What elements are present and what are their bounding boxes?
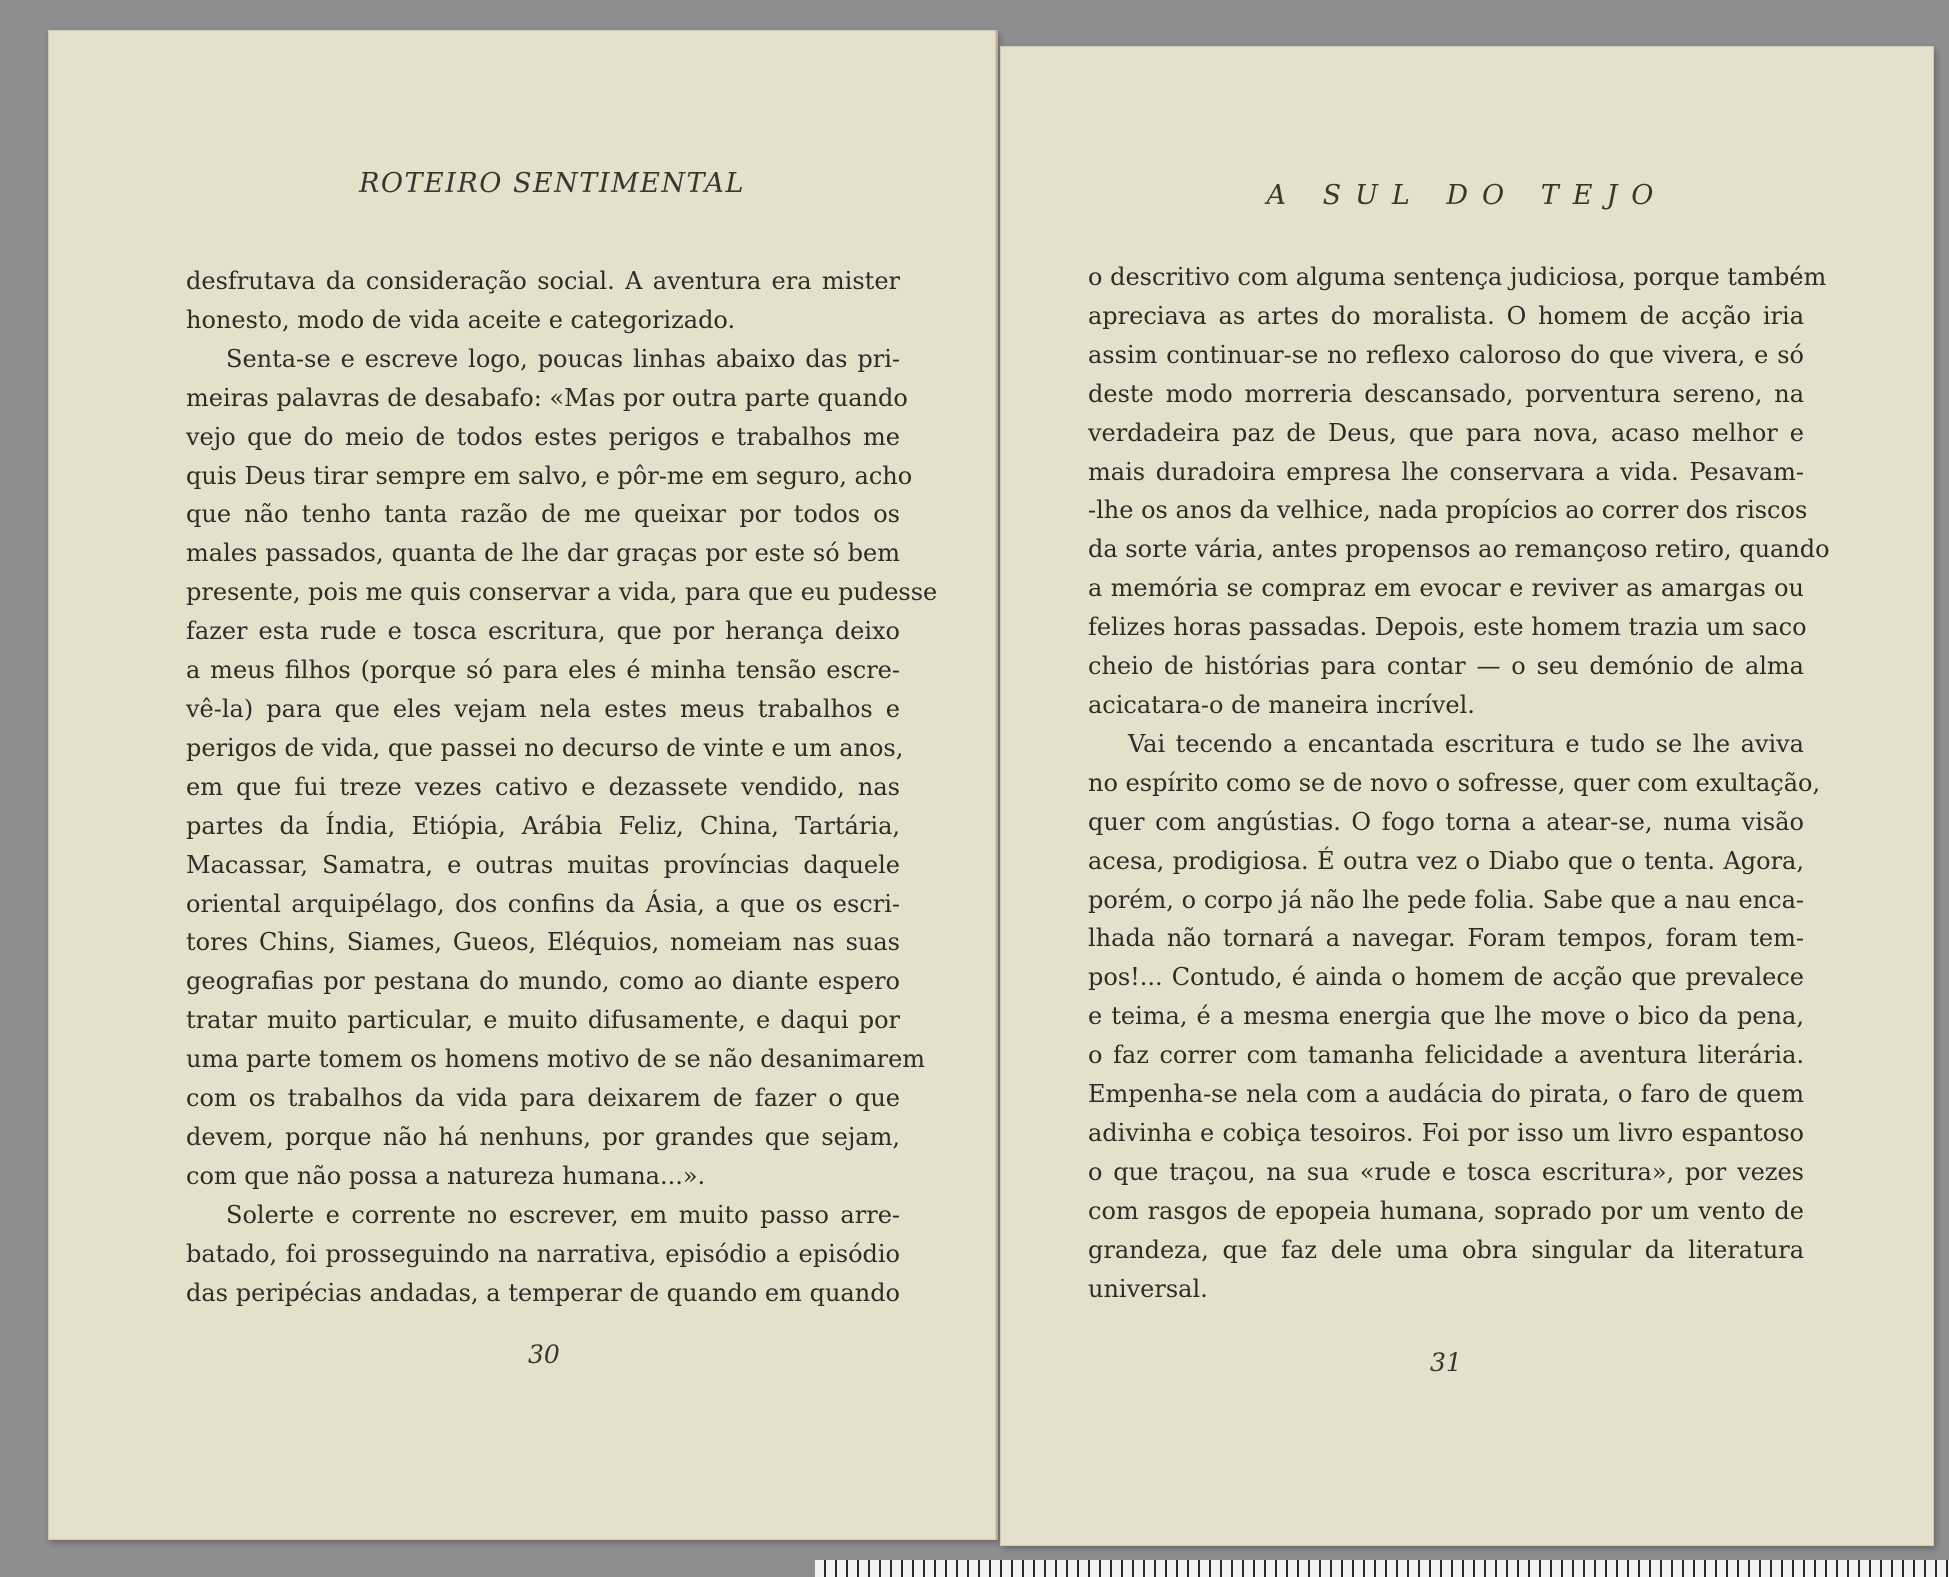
text-line: deste modo morreria descansado, porventura sereno, na [1088,379,1804,408]
text-line: males passados, quanta de lhe dar graças por este só bem [186,539,900,568]
right-page [1000,46,1934,1546]
text-line: desfrutava da consideração social. A aventura era mister [186,267,900,295]
text-line: cheio de histórias para contar — o seu demónio de alma [1088,652,1804,681]
text-line: a meus filhos (porque só para eles é minha tensão escre- [186,656,900,685]
text-line: tratar muito particular, e muito difusamente, e daqui por [186,1006,900,1035]
text-line: acesa, prodigiosa. É outra vez o Diabo que o tenta. Agora, [1088,846,1804,875]
text-line: tores Chins, Siames, Gueos, Eléquios, nomeiam nas suas [186,928,900,957]
text-line: o faz correr com tamanha felicidade a aventura literária. [1088,1041,1804,1070]
body-text [1088,258,1830,1308]
text-line: em que fui treze vezes cativo e dezassete vendido, nas [186,772,900,801]
text-line: Senta-se e escreve logo, poucas linhas abaixo das pri- [226,344,900,373]
text-line: felizes horas passadas. Depois, este homem trazia um saco [1088,613,1807,642]
text-line: Vai tecendo a encantada escritura e tudo se lhe aviva [1128,729,1804,758]
text-line: fazer esta rude e tosca escritura, que por herança deixo [186,617,900,646]
text-line: universal. [1088,1274,1208,1303]
text-line: das peripécias andadas, a temperar de quando em quando [186,1278,900,1307]
text-line: oriental arquipélago, dos confins da Ásia, a que os escri- [186,889,900,918]
text-line: devem, porque não há nenhuns, por grandes que sejam, [186,1122,900,1151]
text-line: e teima, é a mesma energia que lhe move o bico da pena, [1088,1002,1804,1031]
text-line: presente, pois me quis conservar a vida, para que eu pudesse [186,578,938,607]
text-line: adivinha e cobiça tesoiros. Foi por isso um livro espantoso [1088,1118,1804,1147]
text-line: Macassar, Samatra, e outras muitas províncias daquele [186,850,900,879]
text-line: batado, foi prosseguindo na narrativa, episódio a episódio [186,1239,900,1268]
text-line: com que não possa a natureza humana...». [186,1161,706,1190]
text-line: o descritivo com alguma sentença judiciosa, porque também [1088,263,1827,291]
text-line: mais duradoira empresa lhe conservara a vida. Pesavam- [1088,457,1804,486]
scale-ruler [815,1560,1949,1577]
text-line: uma parte tomem os homens motivo de se não desanimarem [186,1045,926,1074]
text-line: meiras palavras de desabafo: «Mas por outra parte quando [186,383,908,412]
text-line: porém, o corpo já não lhe pede folia. Sabe que a nau enca- [1088,885,1804,914]
page-number: 31 [1430,1348,1462,1377]
text-line: vê-la) para que eles vejam nela estes meus trabalhos e [186,694,900,723]
text-line: Solerte e corrente no escrever, em muito passo arre- [226,1200,900,1229]
text-line: honesto, modo de vida aceite e categorizado. [186,305,736,334]
text-line: apreciava as artes do moralista. O homem de acção iria [1088,301,1804,330]
text-line: quer com angústias. O fogo torna a atear-se, numa visão [1088,807,1804,836]
text-line: quis Deus tirar sempre em salvo, e pôr-me em seguro, acho [186,461,913,490]
text-line: acicatara-o de maneira incrível. [1088,690,1475,719]
text-line: -lhe os anos da velhice, nada propícios ao correr dos riscos [1088,496,1808,525]
text-line: pos!... Contudo, é ainda o homem de acção que prevalece [1088,963,1804,992]
page-number: 30 [528,1340,560,1369]
text-line: o que traçou, na sua «rude e tosca escritura», por vezes [1088,1157,1804,1186]
text-line: perigos de vida, que passei no decurso de vinte e um anos, [186,733,904,762]
text-line: Empenha-se nela com a audácia do pirata, o faro de quem [1088,1080,1804,1109]
body-text [186,262,938,1312]
text-line: da sorte vária, antes propensos ao remançoso retiro, quando [1088,535,1830,564]
text-line: verdadeira paz de Deus, que para nova, acaso melhor e [1088,418,1804,447]
text-line: a memória se compraz em evocar e reviver as amargas ou [1088,574,1804,603]
text-line: com rasgos de epopeia humana, soprado por um vento de [1088,1196,1804,1225]
text-line: partes da Índia, Etiópia, Arábia Feliz, China, Tartária, [186,811,900,840]
text-line: lhada não tornará a navegar. Foram tempos, foram tem- [1088,924,1804,953]
text-line: no espírito como se de novo o sofresse, quer com exultação, [1088,768,1821,797]
text-line: vejo que do meio de todos estes perigos e trabalhos me [186,422,900,451]
text-line: grandeza, que faz dele uma obra singular da literatura [1088,1235,1804,1264]
text-line: que não tenho tanta razão de me queixar por todos os [186,500,900,529]
running-head: ROTEIRO SENTIMENTAL [359,168,745,199]
running-head: A SUL DO TEJO [1266,180,1668,211]
left-page [48,30,998,1540]
text-line: geografias por pestana do mundo, como ao diante espero [186,967,900,996]
text-line: com os trabalhos da vida para deixarem de fazer o que [186,1084,900,1113]
text-line: assim continuar-se no reflexo caloroso do que vivera, e só [1088,340,1804,369]
